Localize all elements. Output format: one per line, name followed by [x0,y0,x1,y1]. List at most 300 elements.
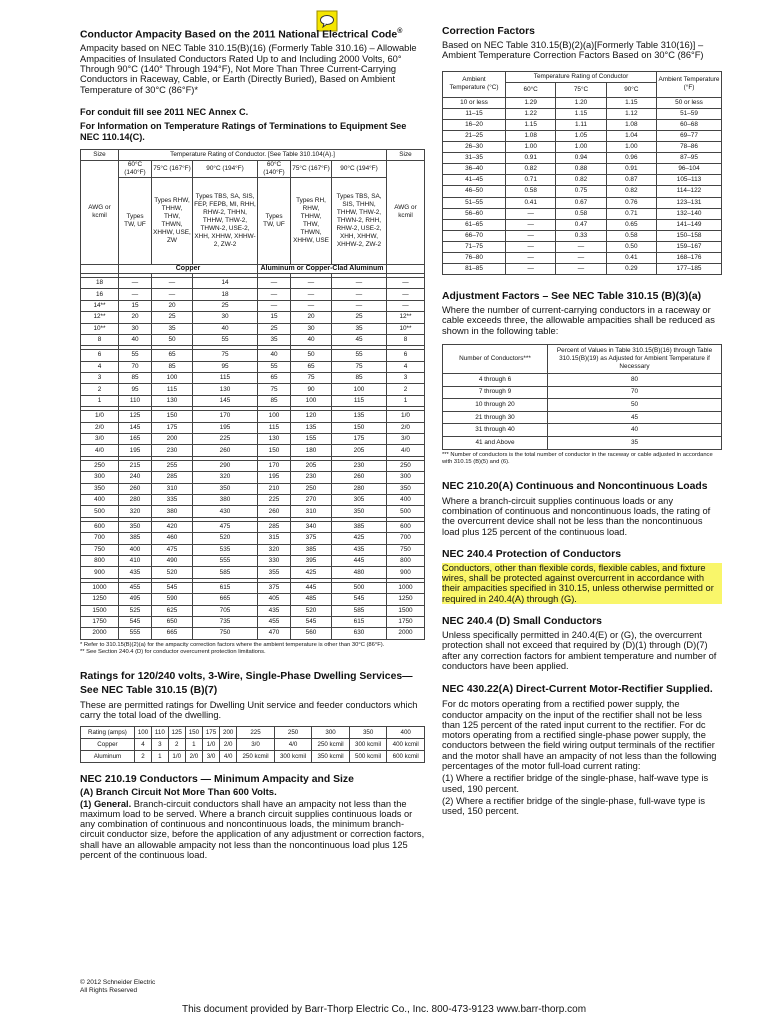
ampacity-title: Conductor Ampacity Based on the 2011 National Electrical Code® [80,28,403,41]
table-row [81,605,425,616]
table-cell: 1250 [387,594,425,605]
table-cell: 445 [291,582,332,593]
table-cell: 115 [332,395,387,406]
cu-75-types: Types RHW, THHW, THW, THWN, XHHW, USE, ZW [152,177,193,264]
table-cell: 10 or less [443,97,506,108]
table-cell: 155 [291,434,332,445]
table-row [443,264,722,275]
table-cell: 310 [291,506,332,517]
table-cell: 0.58 [606,230,656,241]
table-row [443,108,722,119]
footnote-2: ** See Section 240.4 (D) for conductor overcurrent protection limitations. [80,648,266,655]
table-cell: — [291,277,332,288]
conduit-note: For conduit fill see 2011 NEC Annex C. [80,106,249,117]
table-cell: 2 [387,384,425,395]
table-cell: 61–65 [443,219,506,230]
table-row [81,334,425,345]
table-cell: 96–104 [657,164,722,175]
table-cell: 0.50 [606,241,656,252]
table-cell: 0.58 [506,186,556,197]
table-cell: 1.22 [506,108,556,119]
percent-header: Percent of Values in Table 310.15(B)(16) through Table 310.15(B)(19) as Adjusted for Ambient Temperature if Necessary [548,345,722,374]
table-cell: 335 [152,494,193,505]
table-cell: 355 [258,567,291,578]
table-cell: — [556,241,606,252]
table-cell: 560 [291,628,332,639]
table-cell: 175 [152,422,193,433]
copyright: © 2012 Schneider Electric All Rights Reserved [80,979,156,994]
table-cell: 400 [387,494,425,505]
table-cell: 170 [193,411,258,422]
table-row [81,521,425,532]
table-cell: 300 kcmil [349,739,387,751]
table-cell: 600 [387,521,425,532]
table-row [443,197,722,208]
table-cell: — [258,277,291,288]
correction-table-body [443,97,722,275]
table-cell: 14** [81,300,119,311]
table-cell: 4/0 [81,445,119,456]
table-cell: 480 [332,567,387,578]
table-cell: 12** [387,312,425,323]
footer: This document provided by Barr-Thorp Electric Co., Inc. 800-473-9123 www.barr-thorp.com [181,1004,587,1015]
table-cell: 410 [119,555,152,566]
table-cell: 1500 [387,605,425,616]
table-cell: — [332,277,387,288]
table-cell: 195 [193,422,258,433]
table-cell: 1/0 [81,411,119,422]
table-cell: 215 [119,460,152,471]
table-cell: 800 [81,555,119,566]
table-cell: 56–60 [443,208,506,219]
table-cell: 3 [152,739,169,751]
table-cell: 3/0 [237,739,275,751]
table-cell: 280 [332,483,387,494]
table-cell: 0.91 [606,164,656,175]
table-cell: 555 [119,628,152,639]
table-cell: 1 [387,395,425,406]
table-cell: 225 [237,727,275,739]
table-row [443,253,722,264]
table-row [81,739,425,751]
c90-header: 90°C [606,82,656,97]
table-cell: 135 [291,422,332,433]
table-cell: 1.04 [606,130,656,141]
nec-240-4-text-highlighted: Conductors, other than flexible cords, flexible cables, and fixture wires, shall be protected against overcurrent in accordance with their ampacities specified in 310.15, unless otherwise permitted or required in 240.4(A) through (G). [442,563,722,604]
table-cell: 385 [119,533,152,544]
table-cell: 280 [119,494,152,505]
table-cell: 145 [119,422,152,433]
table-cell: 625 [152,605,193,616]
table-row [81,323,425,334]
table-cell: 305 [332,494,387,505]
table-cell: 50 [291,350,332,361]
termination-note: For Information on Temperature Ratings of Terminations to Equipment See NEC 110.14(C). [80,120,407,142]
table-cell: 55 [193,334,258,345]
awg-header-right: AWG or kcmil [387,160,425,264]
table-cell: 85 [258,395,291,406]
table-cell: 36–40 [443,164,506,175]
table-cell: 60–68 [657,119,722,130]
table-cell: 2000 [81,628,119,639]
al-90-header: 90°C (194°F) [332,160,387,177]
table-cell: 205 [291,460,332,471]
table-row [443,424,722,437]
table-cell: 6 [387,350,425,361]
table-cell: 18 [193,289,258,300]
table-cell: 320 [119,506,152,517]
table-cell: 100 [134,727,151,739]
table-cell: 159–167 [657,241,722,252]
table-cell: 55 [332,350,387,361]
table-cell: 123–131 [657,197,722,208]
table-cell: 250 kcmil [312,739,350,751]
table-cell: 141–149 [657,219,722,230]
table-cell: 65 [291,361,332,372]
size-header-right: Size [387,149,425,160]
table-cell: 70 [548,386,722,399]
table-cell: 405 [258,594,291,605]
table-cell: 700 [387,533,425,544]
table-cell: 425 [291,567,332,578]
table-cell: 1250 [81,594,119,605]
awg-header: AWG or kcmil [81,160,119,264]
table-cell: 750 [193,628,258,639]
table-row [443,230,722,241]
table-row [443,164,722,175]
table-cell: 165 [119,434,152,445]
table-cell: 375 [291,533,332,544]
table-row [81,373,425,384]
table-cell: 130 [258,434,291,445]
ampacity-intro: Ampacity based on NEC Table 310.15(B)(16) (Formerly Table 310.16) – Allowable Ampacities of Insulated Conductors Rated Up to and Including 2000 Volts, 60° Through 90°C (140° Through 194°F), Not More Than Three Current-Carrying Conductors in Raceway, Cable, or Earth (Directly Buried), Based on Ambient Temperature of 30°C (86°F)* [80,43,417,95]
table-cell: 385 [332,521,387,532]
table-cell: 230 [152,445,193,456]
table-cell: 615 [332,616,387,627]
nec-240-4d-title: NEC 240.4 (D) Small Conductors [442,616,602,628]
table-cell: 615 [193,582,258,593]
table-cell: 460 [152,533,193,544]
table-cell: 380 [152,506,193,517]
table-cell: 30 [193,312,258,323]
table-cell: 3/0 [81,434,119,445]
table-cell: 85 [332,373,387,384]
table-cell: 1/0 [202,739,219,751]
table-cell: 76–80 [443,253,506,264]
table-cell: 435 [258,605,291,616]
table-row [443,130,722,141]
table-cell: 500 [387,506,425,517]
table-cell: 1500 [81,605,119,616]
table-cell: 78–86 [657,142,722,153]
table-cell: 130 [193,384,258,395]
table-cell: 145 [193,395,258,406]
nec-430-22-p1: For dc motors operating from a rectified power supply, the conductor ampacity on the input of the rectifier shall not be less than 125 percent of the rated input current to the rectifier. For dc motors operating from a rectified single-phase power supply, the conductors between the field wiring output terminals of the rectifier and the motor shall have an ampacity of not less than the following percentages of the motor full-load current rating: [442,699,717,771]
table-cell: 75 [291,373,332,384]
table-cell: 665 [193,594,258,605]
table-cell: 1.00 [556,142,606,153]
table-row [81,422,425,433]
table-cell: 175 [202,727,219,739]
table-cell: 95 [119,384,152,395]
table-cell: 1.15 [506,119,556,130]
copper-header: Copper [119,264,258,273]
table-cell: 0.67 [556,197,606,208]
table-cell: 535 [193,544,258,555]
table-cell: 40 [193,323,258,334]
table-cell: 0.41 [506,197,556,208]
table-cell: 500 [81,506,119,517]
table-cell: 300 kcmil [274,751,312,763]
table-cell: 340 [291,521,332,532]
table-cell: 30 [291,323,332,334]
table-cell: — [506,208,556,219]
table-cell: 750 [81,544,119,555]
table-cell: 135 [332,411,387,422]
table-cell: — [332,289,387,300]
nec-240-4-title: NEC 240.4 Protection of Conductors [442,548,621,560]
al-75-header: 75°C (167°F) [291,160,332,177]
table-cell: 100 [152,373,193,384]
table-cell: 35 [152,323,193,334]
table-row [443,175,722,186]
aluminum-header: Aluminum or Copper-Clad Aluminum [258,264,387,273]
table-cell: 75 [258,384,291,395]
rating-table [80,726,425,763]
table-cell: 65 [258,373,291,384]
table-cell: 6 [81,350,119,361]
table-row [81,483,425,494]
table-cell: 500 kcmil [349,751,387,763]
table-cell: 10 through 20 [443,399,548,412]
table-cell: 320 [193,472,258,483]
table-cell: 230 [291,472,332,483]
table-cell: 300 [81,472,119,483]
table-cell: 200 [220,727,237,739]
table-cell: 40 [291,334,332,345]
table-cell: 51–55 [443,197,506,208]
table-cell: 40 [258,350,291,361]
table-cell: 735 [193,616,258,627]
ambient-f-header: Ambient Temperature (°F) [657,71,722,97]
temp-rating-header: Temperature Rating of Conductor. [See Table 310.104(A).] [119,149,387,160]
ampacity-table-body [81,273,425,639]
correction-factors-title: Correction Factors [442,26,535,37]
table-row [81,361,425,372]
table-cell: 350 [349,727,387,739]
table-cell: 290 [193,460,258,471]
table-cell: 87–95 [657,153,722,164]
table-cell: 485 [291,594,332,605]
table-cell: — [119,277,152,288]
table-cell: 1.11 [556,119,606,130]
table-cell: 4/0 [274,739,312,751]
table-cell: 455 [258,616,291,627]
table-cell: 900 [387,567,425,578]
table-cell: 168–176 [657,253,722,264]
table-cell: 0.58 [556,208,606,219]
table-cell: 555 [193,555,258,566]
table-row [81,472,425,483]
table-row [81,506,425,517]
table-cell: 350 kcmil [312,751,350,763]
table-cell: — [556,264,606,275]
table-cell: 380 [193,494,258,505]
table-cell: 100 [258,411,291,422]
table-cell: 16 [81,289,119,300]
table-cell: — [506,264,556,275]
table-cell: 120 [291,411,332,422]
table-cell: 50 or less [657,97,722,108]
table-cell: — [152,277,193,288]
table-row [81,277,425,288]
table-row [443,219,722,230]
table-cell: 315 [258,533,291,544]
table-cell: 0.76 [606,197,656,208]
table-cell: 85 [119,373,152,384]
table-cell: 50 [548,399,722,412]
table-cell: 75 [332,361,387,372]
table-cell: — [119,289,152,300]
table-row [81,727,425,739]
rating-table-body [81,727,425,763]
table-row [81,411,425,422]
correction-factors-text: Based on NEC Table 310.15(B)(2)(a)[Formerly Table 310(16)] – Ambient Temperature Correction Factors Based on 30°C (86°F) [442,40,704,61]
table-cell: 350 [81,483,119,494]
table-cell: 132–140 [657,208,722,219]
table-cell: 40 [119,334,152,345]
table-cell: 3 [81,373,119,384]
table-row [81,395,425,406]
table-cell: 41–45 [443,175,506,186]
table-cell: 0.47 [556,219,606,230]
ratings-title: Ratings for 120/240 volts, 3-Wire, Single-Phase Dwelling Services— See NEC Table 310.15 (B)(7) [80,670,413,696]
table-row [81,594,425,605]
table-cell: 600 kcmil [387,751,425,763]
table-cell: 16–20 [443,119,506,130]
table-cell: 270 [291,494,332,505]
table-cell: 4/0 [387,445,425,456]
table-cell: 1.12 [606,108,656,119]
table-cell: 85 [152,361,193,372]
table-cell: 75 [193,350,258,361]
table-cell: 500 [332,582,387,593]
table-row [443,386,722,399]
table-cell: 1000 [387,582,425,593]
table-cell: 1750 [387,616,425,627]
table-cell: 255 [152,460,193,471]
table-cell: — [506,230,556,241]
left-column [80,26,425,860]
number-header: Number of Conductors*** [443,345,548,374]
table-cell: 11–15 [443,108,506,119]
table-cell: 71–75 [443,241,506,252]
table-cell: — [506,219,556,230]
table-row [81,544,425,555]
table-cell: 240 [119,472,152,483]
table-cell: 0.75 [556,186,606,197]
table-cell: 1/0 [387,411,425,422]
adjustment-table-body [443,374,722,450]
table-cell: 400 kcmil [387,739,425,751]
table-cell: 350 [193,483,258,494]
table-cell: — [506,241,556,252]
table-cell: 900 [81,567,119,578]
table-cell: 114–122 [657,186,722,197]
table-cell: 175 [332,434,387,445]
cu-60-types: Types TW, UF [119,177,152,264]
table-cell: 12** [81,312,119,323]
table-cell: 3/0 [387,434,425,445]
table-cell: 4 [134,739,151,751]
al-60-types: Types TW, UF [258,177,291,264]
nec-210-19-subtitle: (A) Branch Circuit Not More Than 600 Volts. [80,787,277,799]
adjustment-factors-text: Where the number of current-carrying conductors in a raceway or cable exceeds three, the allowable ampacities shall be reduced as shown in the following table: [442,305,715,336]
table-cell: 21–25 [443,130,506,141]
table-cell: 26–30 [443,142,506,153]
rating-header: Temperature Rating of Conductor [506,71,657,82]
table-cell: 285 [258,521,291,532]
al-60-header: 60°C (140°F) [258,160,291,177]
ambient-c-header: Ambient Temperature (°C) [443,71,506,97]
table-row [443,208,722,219]
table-cell: 520 [291,605,332,616]
table-cell: 1.20 [556,97,606,108]
table-cell: 20 [119,312,152,323]
table-cell: 400 [81,494,119,505]
table-cell: 50 [152,334,193,345]
table-cell: 0.71 [506,175,556,186]
table-row [81,616,425,627]
table-cell: 430 [193,506,258,517]
table-cell: 1.29 [506,97,556,108]
table-cell: 90 [291,384,332,395]
table-cell: 150–158 [657,230,722,241]
table-cell: 260 [193,445,258,456]
table-cell: 180 [291,445,332,456]
table-cell: 0.91 [506,153,556,164]
table-cell: — [291,289,332,300]
table-cell: 2000 [387,628,425,639]
right-column [442,26,722,816]
table-row [81,628,425,639]
table-cell: 205 [332,445,387,456]
table-row [81,555,425,566]
table-cell: 110 [152,727,169,739]
table-cell: 1.05 [556,130,606,141]
table-cell: 35 [548,437,722,450]
nec-430-22-p2: (1) Where a rectifier bridge of the single-phase, half-wave type is used, 190 percent. [442,773,709,794]
table-cell: 0.65 [606,219,656,230]
table-cell: 470 [258,628,291,639]
al-90-types: Types TBS, SA, SIS, THHN, THHW, THW-2, THWN-2, RHH, RHW-2, USE-2, XHH, XHHW, XHHW-2, ZW-2 [332,177,387,264]
table-cell: 45 [548,411,722,424]
table-cell: Copper [81,739,135,751]
table-cell: 1.15 [556,108,606,119]
table-cell: — [291,300,332,311]
nec-210-20-title: NEC 210.20(A) Continuous and Noncontinuous Loads [442,480,708,492]
table-row [443,399,722,412]
table-cell: 125 [168,727,185,739]
table-cell: 320 [258,544,291,555]
table-cell: 2 [168,739,185,751]
table-row [81,567,425,578]
table-cell: — [258,300,291,311]
table-cell: 545 [119,616,152,627]
ampacity-table [80,149,425,640]
table-cell: 1.00 [606,142,656,153]
table-cell: 750 [387,544,425,555]
